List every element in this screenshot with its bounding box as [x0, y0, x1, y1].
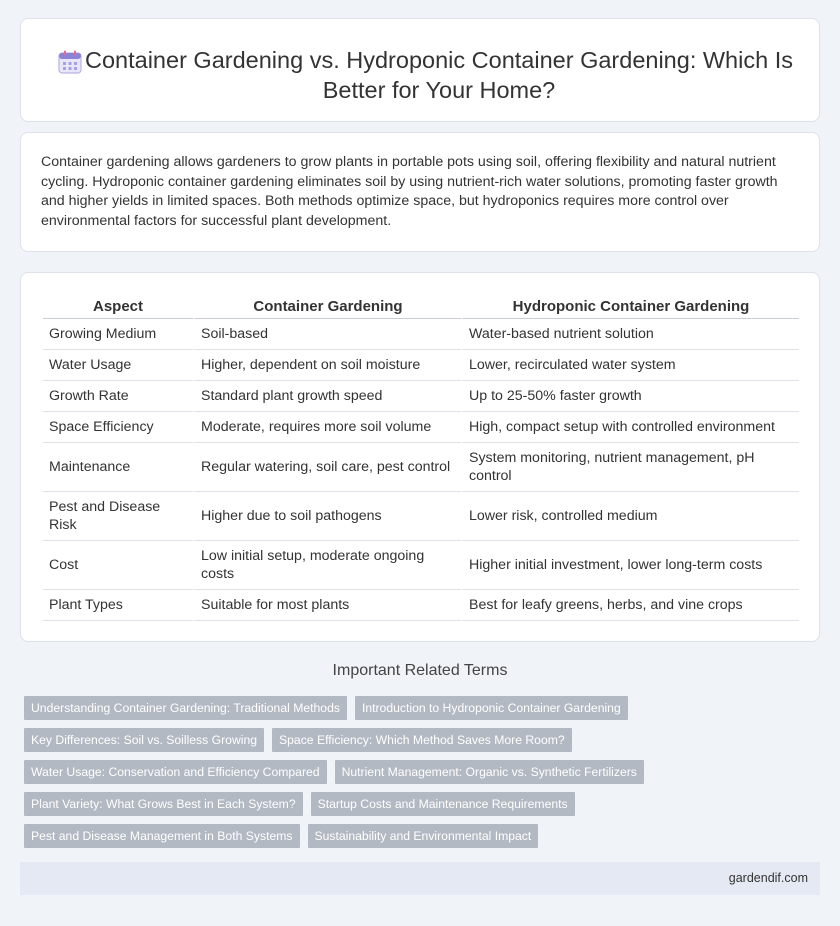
related-term-tag[interactable]: Space Efficiency: Which Method Saves More Room? — [272, 728, 572, 752]
related-term-tag[interactable]: Nutrient Management: Organic vs. Synthetic Fertilizers — [335, 760, 644, 784]
cell-aspect: Growing Medium — [43, 319, 193, 350]
cell-container: Regular watering, soil care, pest control — [193, 443, 461, 492]
cell-aspect: Space Efficiency — [43, 412, 193, 443]
related-term-tag[interactable]: Sustainability and Environmental Impact — [308, 824, 539, 848]
footer-site-link[interactable]: gardendif.com — [728, 871, 808, 885]
related-term-tag[interactable]: Understanding Container Gardening: Traditional Methods — [24, 696, 347, 720]
cell-aspect: Pest and Disease Risk — [43, 492, 193, 541]
header-aspect: Aspect — [43, 295, 193, 319]
related-term-tag[interactable]: Introduction to Hydroponic Container Gardening — [355, 696, 628, 720]
cell-hydroponic: Best for leafy greens, herbs, and vine crops — [461, 590, 799, 621]
related-term-tag[interactable]: Plant Variety: What Grows Best in Each System? — [24, 792, 303, 816]
related-term-tag[interactable]: Key Differences: Soil vs. Soilless Growing — [24, 728, 264, 752]
page-title: Container Gardening vs. Hydroponic Container Gardening: Which Is Better for Your Home? — [85, 47, 793, 103]
cell-hydroponic: Higher initial investment, lower long-term costs — [461, 541, 799, 590]
cell-container: Suitable for most plants — [193, 590, 461, 621]
related-terms-list — [24, 696, 824, 856]
cell-hydroponic: System monitoring, nutrient management, pH control — [461, 443, 799, 492]
table-row — [43, 350, 799, 381]
cell-hydroponic: Lower risk, controlled medium — [461, 492, 799, 541]
related-terms-title: Important Related Terms — [332, 662, 508, 679]
cell-container: Higher due to soil pathogens — [193, 492, 461, 541]
table-row — [43, 443, 799, 492]
intro-paragraph: Container gardening allows gardeners to grow plants in portable pots using soil, offering flexibility and natural nutrient cycling. Hydroponic container gardening eliminates soil by using nutrient-rich water solutions, promoting faster growth and higher yields in limited spaces. Both methods optimize space, but hydroponics requires more control over environmental factors for successful plant development. — [41, 154, 778, 229]
table-row — [43, 590, 799, 621]
header-hydroponic-gardening: Hydroponic Container Gardening — [461, 295, 799, 319]
cell-aspect: Cost — [43, 541, 193, 590]
cell-container: Low initial setup, moderate ongoing costs — [193, 541, 461, 590]
cell-hydroponic: Lower, recirculated water system — [461, 350, 799, 381]
header-container-gardening: Container Gardening — [193, 295, 461, 319]
related-term-tag[interactable]: Pest and Disease Management in Both Systems — [24, 824, 300, 848]
related-term-tag[interactable]: Water Usage: Conservation and Efficiency Compared — [24, 760, 327, 784]
table-row — [43, 541, 799, 590]
table-row — [43, 412, 799, 443]
cell-hydroponic: Up to 25-50% faster growth — [461, 381, 799, 412]
cell-container: Higher, dependent on soil moisture — [193, 350, 461, 381]
cell-container: Moderate, requires more soil volume — [193, 412, 461, 443]
cell-aspect: Maintenance — [43, 443, 193, 492]
cell-hydroponic: High, compact setup with controlled environment — [461, 412, 799, 443]
table-row — [43, 381, 799, 412]
comparison-table — [43, 295, 799, 621]
cell-container: Standard plant growth speed — [193, 381, 461, 412]
title-card — [20, 18, 820, 122]
cell-container: Soil-based — [193, 319, 461, 350]
related-term-tag[interactable]: Startup Costs and Maintenance Requirements — [311, 792, 575, 816]
cell-aspect: Water Usage — [43, 350, 193, 381]
table-header-row — [43, 295, 799, 319]
cell-aspect: Plant Types — [43, 590, 193, 621]
footer — [20, 862, 820, 895]
intro-card — [20, 132, 820, 252]
cell-hydroponic: Water-based nutrient solution — [461, 319, 799, 350]
cell-aspect: Growth Rate — [43, 381, 193, 412]
table-row — [43, 319, 799, 350]
comparison-card — [20, 272, 820, 642]
table-row — [43, 492, 799, 541]
